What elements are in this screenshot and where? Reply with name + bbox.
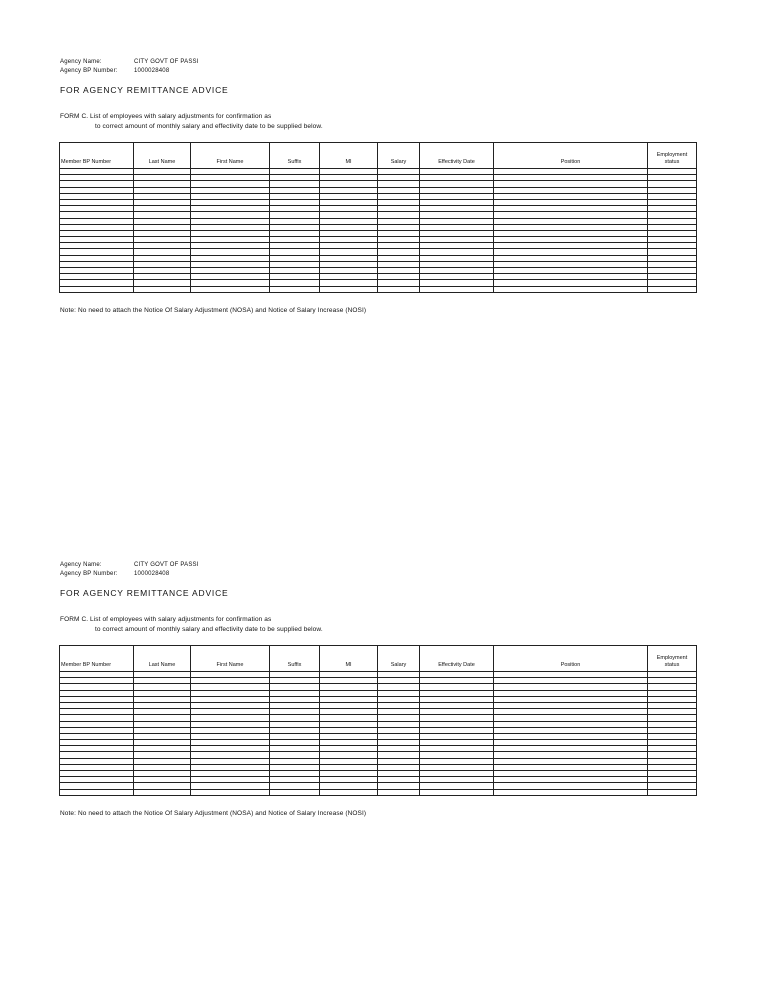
salary-adjustment-table (59, 142, 697, 293)
column-header: Suffix (270, 646, 320, 672)
table-cell (191, 286, 270, 292)
form-description-line1: FORM C. List of employees with salary adjustments for confirmation as (60, 616, 272, 623)
column-header: Effectivity Date (420, 143, 494, 169)
agency-name-value: CITY GOVT OF PASSI (134, 562, 199, 568)
table-header-row (60, 143, 697, 169)
column-header: First Name (191, 646, 270, 672)
table-cell (494, 286, 648, 292)
note-text: Note: No need to attach the Notice Of Salary Adjustment (NOSA) and Notice of Salary Increase (NOSI) (60, 307, 367, 314)
table-cell (378, 286, 420, 292)
table-cell (648, 286, 697, 292)
table-cell (378, 789, 420, 795)
column-header: Effectivity Date (420, 646, 494, 672)
agency-name-value: CITY GOVT OF PASSI (134, 59, 199, 65)
column-header: Last Name (134, 646, 191, 672)
agency-name-row (60, 58, 199, 67)
column-header: MI (320, 143, 378, 169)
agency-bp-value: 1000028408 (134, 571, 170, 577)
column-header: Salary (378, 143, 420, 169)
table-row (60, 286, 697, 292)
column-header: Member BP Number (60, 143, 134, 169)
table-cell (320, 789, 378, 795)
form-description-line2: to correct amount of monthly salary and effectivity date to be supplied below. (95, 626, 323, 633)
table-cell (270, 286, 320, 292)
agency-bp-label: Agency BP Number: (60, 571, 118, 577)
column-header: Position (494, 646, 648, 672)
form-description-line1: FORM C. List of employees with salary adjustments for confirmation as (60, 113, 272, 120)
table-cell (420, 789, 494, 795)
table-cell (420, 286, 494, 292)
table-cell (270, 789, 320, 795)
note-text: Note: No need to attach the Notice Of Salary Adjustment (NOSA) and Notice of Salary Increase (NOSI) (60, 810, 367, 817)
column-header: Last Name (134, 143, 191, 169)
agency-name-label: Agency Name: (60, 59, 102, 65)
agency-info (60, 58, 199, 76)
table-row (60, 789, 697, 795)
table-cell (494, 789, 648, 795)
table-cell (320, 286, 378, 292)
table-header-row (60, 646, 697, 672)
agency-name-row (60, 561, 199, 570)
form-title: FOR AGENCY REMITTANCE ADVICE (60, 588, 229, 598)
column-header: MI (320, 646, 378, 672)
agency-bp-row (60, 570, 199, 579)
agency-name-label: Agency Name: (60, 562, 102, 568)
column-header: Employment status (648, 143, 697, 169)
table-cell (134, 286, 191, 292)
column-header: Member BP Number (60, 646, 134, 672)
table-cell (648, 789, 697, 795)
column-header: Salary (378, 646, 420, 672)
column-header: Employment status (648, 646, 697, 672)
column-header: Position (494, 143, 648, 169)
column-header: Suffix (270, 143, 320, 169)
table-body (60, 672, 697, 796)
agency-bp-value: 1000028408 (134, 68, 170, 74)
table-cell (60, 789, 134, 795)
table-cell (191, 789, 270, 795)
column-header: First Name (191, 143, 270, 169)
form-title: FOR AGENCY REMITTANCE ADVICE (60, 85, 229, 95)
agency-info (60, 561, 199, 579)
form-description-line2: to correct amount of monthly salary and effectivity date to be supplied below. (95, 123, 323, 130)
agency-bp-row (60, 67, 199, 76)
agency-bp-label: Agency BP Number: (60, 68, 118, 74)
table-cell (60, 286, 134, 292)
table-cell (134, 789, 191, 795)
salary-adjustment-table (59, 645, 697, 796)
table-body (60, 169, 697, 293)
